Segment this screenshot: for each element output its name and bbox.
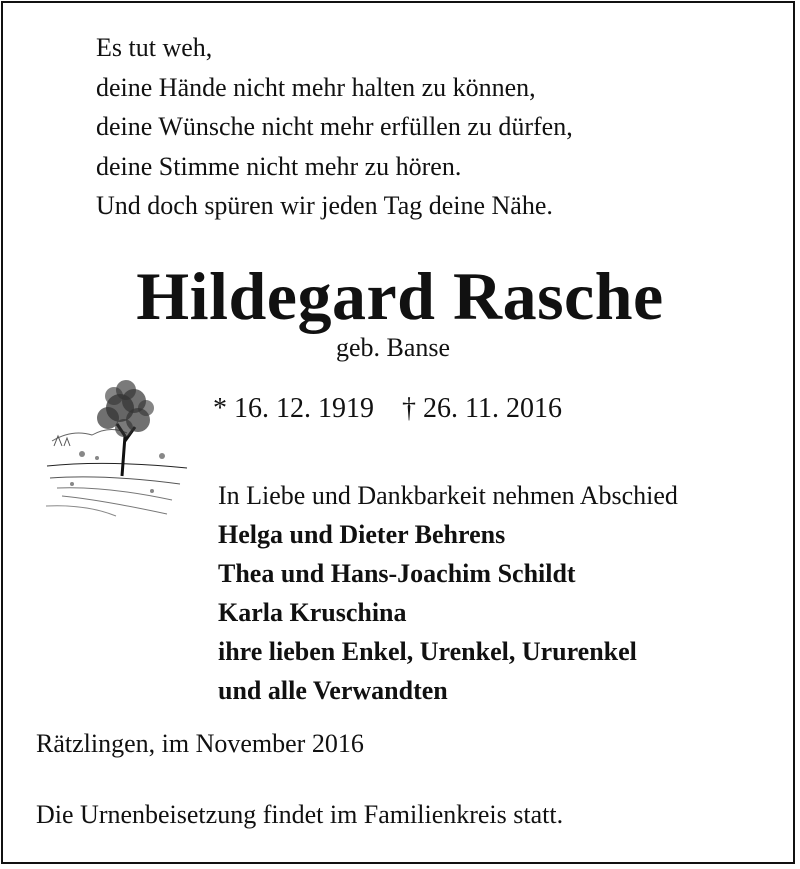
poem-line: deine Wünsche nicht mehr erfüllen zu dürfen, — [96, 112, 573, 141]
mourner-name: ihre lieben Enkel, Urenkel, Ururenkel — [218, 637, 637, 666]
mourner-name: und alle Verwandten — [218, 676, 448, 705]
birth-date: * 16. 12. 1919 — [213, 393, 374, 424]
deceased-name: Hildegard Rasche — [136, 258, 664, 334]
place-date: Rätzlingen, im November 2016 — [36, 729, 364, 758]
poem — [96, 28, 573, 226]
poem-line: deine Hände nicht mehr halten zu können, — [96, 72, 536, 102]
poem-line: deine Stimme nicht mehr zu hören. — [96, 151, 462, 181]
mourner-name: Karla Kruschina — [218, 598, 407, 627]
mourner-name: Thea und Hans-Joachim Schildt — [218, 559, 576, 588]
birth-name: geb. Banse — [336, 333, 451, 362]
mourners-intro: In Liebe und Dankbarkeit nehmen Abschied — [218, 481, 678, 510]
mourners — [218, 476, 678, 710]
mourner-name: Helga und Dieter Behrens — [218, 520, 506, 549]
life-dates — [213, 393, 590, 425]
death-date: † 26. 11. 2016 — [402, 393, 562, 424]
poem-line: Es tut weh, — [96, 33, 213, 62]
tree-landscape-icon — [42, 346, 192, 526]
burial-note: Die Urnenbeisetzung findet im Familienkreis statt. — [36, 800, 564, 829]
poem-line: Und doch spüren wir jeden Tag deine Nähe. — [96, 191, 553, 220]
